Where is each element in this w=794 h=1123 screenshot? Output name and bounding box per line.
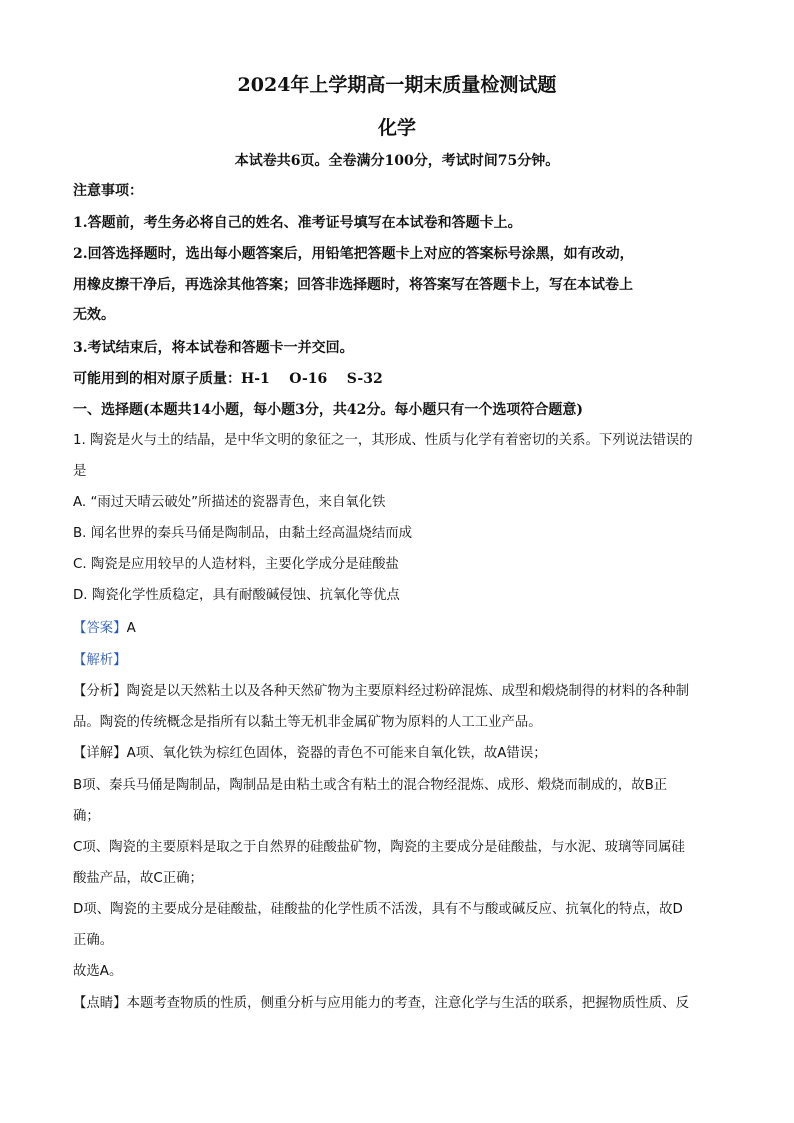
xiangjie-line-a (73, 745, 723, 763)
option-c: C. 陶瓷是应用较早的人造材料，主要化学成分是硅酸盐 (73, 557, 399, 572)
answer-value: A (126, 621, 136, 636)
analysis-tag: 【解析】 (73, 653, 127, 668)
notice-item-2-line-1: 2.回答选择题时，选出每小题答案后，用铅笔把答题卡上对应的答案标号涂黑，如有改动， (73, 246, 634, 262)
section-1-heading: 一、选择题(本题共14小题，每小题3分，共42分。每小题只有一个选项符合题意) (73, 402, 583, 418)
option-b: B. 闻名世界的秦兵马俑是陶制品，由黏土经高温烧结而成 (73, 526, 413, 541)
dianjing-text-1: 本题考查物质的性质，侧重分析与应用能力的考查，注意化学与生活的联系，把握物质性质、反 (126, 996, 689, 1011)
fenxi-text-1: 陶瓷是以天然粘土以及各种天然矿物为主要原料经过粉碎混炼、成型和煅烧制得的材料的各种制 (126, 684, 689, 699)
answer-line (73, 620, 723, 638)
option-a: A. “雨过天晴云破处”所描述的瓷器青色，来自氧化铁 (73, 495, 386, 510)
exam-info: 本试卷共6页。全卷满分100分，考试时间75分钟。 (234, 153, 560, 169)
xiangjie-d-line-2: 正确。 (73, 933, 114, 948)
fenxi-line-2: 品。陶瓷的传统概念是指所有以黏土等无机非金属矿物为原料的人工工业产品。 (73, 715, 542, 730)
fenxi-line-1 (73, 683, 723, 701)
atomic-mass-line: 可能用到的相对原子质量：H-1 O-16 S-32 (73, 371, 383, 387)
notice-item-3: 3.考试结束后，将本试卷和答题卡一并交回。 (73, 340, 354, 356)
xiangjie-tag: 【详解】 (73, 746, 127, 761)
question-1-stem-line-1: 1. 陶瓷是火与土的结晶，是中华文明的象征之一，其形成、性质与化学有着密切的关系。下列说法错误的 (73, 433, 693, 448)
notice-item-2-line-2: 用橡皮擦干净后，再选涂其他答案；回答非选择题时，将答案写在答题卡上，写在本试卷上 (73, 277, 633, 293)
answer-tag: 【答案】 (73, 621, 127, 636)
notice-item-1: 1.答题前，考生务必将自己的姓名、准考证号填写在本试卷和答题卡上。 (73, 215, 522, 231)
conclusion-line: 故选A。 (73, 964, 123, 979)
xiangjie-b-line-2: 确； (73, 809, 100, 824)
option-d: D. 陶瓷化学性质稳定，具有耐酸碱侵蚀、抗氧化等优点 (73, 588, 400, 603)
notice-heading: 注意事项： (73, 183, 143, 199)
xiangjie-b-line-1: B项、秦兵马俑是陶制品，陶制品是由粘土或含有粘土的混合物经混炼、成形、煅烧而制成的，故B正 (73, 778, 668, 793)
dianjing-line-1 (73, 995, 723, 1013)
exam-title: 2024年上学期高一期末质量检测试题 (237, 74, 557, 96)
dianjing-tag: 【点睛】 (73, 996, 127, 1011)
exam-subject: 化学 (377, 117, 416, 139)
question-1-stem-line-2: 是 (73, 464, 87, 479)
analysis-line (73, 652, 723, 670)
xiangjie-d-line-1: D项、陶瓷的主要成分是硅酸盐，硅酸盐的化学性质不活泼，具有不与酸或碱反应、抗氧化的特点，故D (73, 902, 683, 917)
xiangjie-c-line-1: C项、陶瓷的主要原料是取之于自然界的硅酸盐矿物，陶瓷的主要成分是硅酸盐，与水泥、玻璃等同属硅 (73, 840, 685, 855)
xiangjie-a: A项、氧化铁为棕红色固体，瓷器的青色不可能来自氧化铁，故A错误； (126, 746, 547, 761)
fenxi-tag: 【分析】 (73, 684, 127, 699)
notice-item-2-line-3: 无效。 (73, 307, 115, 323)
xiangjie-c-line-2: 酸盐产品，故C正确； (73, 871, 203, 886)
